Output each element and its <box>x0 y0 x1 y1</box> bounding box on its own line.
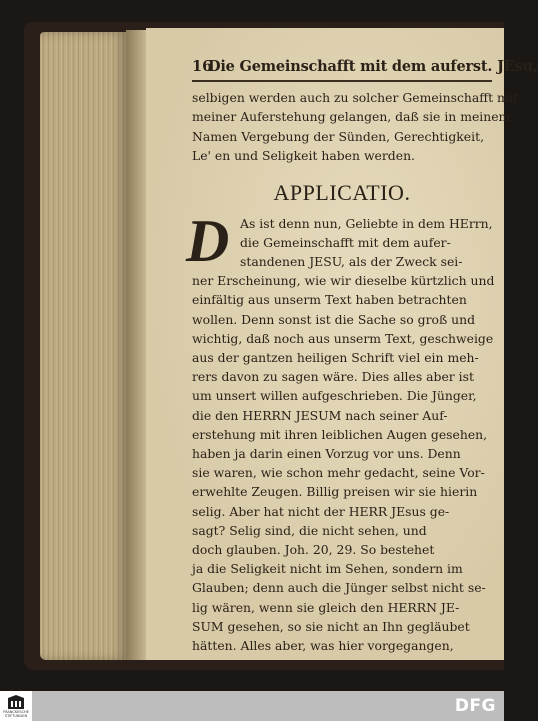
text-line: um unsert willen aufgeschrieben. Die Jünger, <box>192 388 477 404</box>
text-line: einfältig aus unserm Text haben betrachten <box>192 292 467 308</box>
francke-logo-icon <box>8 695 24 709</box>
text-line: wichtig, daß noch aus unserm Text, geschweige <box>192 330 494 346</box>
text-line: sie waren, wie schon mehr gedacht, seine Vor- <box>192 465 485 481</box>
text-line: doch glauben. Joh. 20, 29. So bestehet <box>192 542 435 558</box>
page-number: 16 <box>192 58 213 75</box>
book-gutter <box>126 30 148 660</box>
dfg-logo-text[interactable]: DFG <box>454 696 496 716</box>
text-line: Le' en und Seligkeit haben werden. <box>192 148 415 164</box>
intro-paragraph <box>192 88 518 166</box>
text-line: aus der gantzen heiligen Schrift viel ein meh- <box>192 350 479 366</box>
text-line: hätten. Alles aber, was hier vorgegangen, <box>192 638 454 654</box>
text-line: ja die Seligkeit nicht im Sehen, sondern im <box>192 561 463 577</box>
section-heading: APPLICATIO. <box>273 179 411 205</box>
text-line: lig wären, wenn sie gleich den HERRN JE- <box>192 599 460 615</box>
text-line: standenen JESU, als der Zweck sei- <box>240 254 463 270</box>
text-line: die Gemeinschafft mit dem aufer- <box>240 234 451 250</box>
running-header <box>192 58 538 80</box>
text-line: selig. Aber hat nicht der HERR JEsus ge- <box>192 503 450 519</box>
body-paragraph <box>186 207 495 675</box>
text-line: die den HERRN JESUM nach seiner Auf- <box>192 407 448 423</box>
running-head-title: Die Gemeinschafft mit dem auferst. JEsu, <box>208 58 538 75</box>
book-page <box>146 28 538 673</box>
header-rule <box>192 80 492 82</box>
text-line: SUM gesehen, so sie nicht an Ihn gegläubet <box>192 618 470 634</box>
catchword: und <box>468 657 492 673</box>
viewer-footer-bar <box>0 691 504 721</box>
text-line: ner Erscheinung, wie wir dieselbe kürtzlich und <box>192 273 495 289</box>
text-line: Namen Vergebung der Sünden, Gerechtigkeit, <box>192 128 485 144</box>
text-line: selbigen werden auch zu solcher Gemeinschafft mit <box>192 90 518 105</box>
text-line: As ist denn nun, Geliebte in dem HErrn, <box>240 215 493 231</box>
page-content <box>186 58 538 675</box>
text-line: erstehung mit ihren leiblichen Augen gesehen, <box>192 426 488 442</box>
text-line: meiner Auferstehung gelangen, daß sie in meinem <box>192 109 511 125</box>
text-line: Glauben; denn auch die Jünger selbst nicht se- <box>192 580 486 596</box>
institution-logo[interactable] <box>0 691 32 721</box>
drop-cap: D <box>186 207 230 274</box>
text-line: wollen. Denn sonst ist die Sache so groß und <box>192 311 476 327</box>
text-line: erwehlte Zeugen. Billig preisen wir sie hierin <box>192 484 478 500</box>
text-line: sagt? Selig sind, die nicht sehen, und <box>192 522 427 538</box>
institution-caption: FRANCKESCHE STIFTUNGEN <box>3 710 29 718</box>
text-line: rers davon zu sagen wäre. Dies alles aber ist <box>192 369 474 385</box>
page-stack-edge <box>40 32 126 660</box>
text-line: haben ja darin einen Vorzug vor uns. Denn <box>192 446 461 462</box>
